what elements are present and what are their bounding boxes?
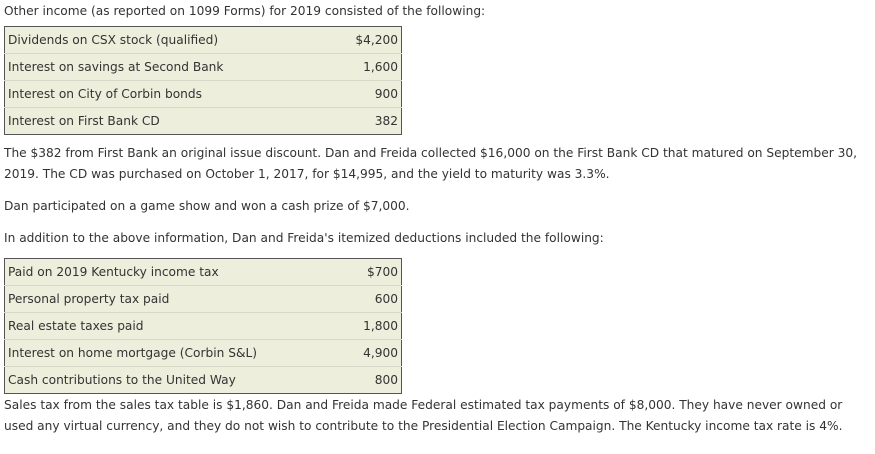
item-amount: 4,900 (315, 340, 402, 367)
closing-paragraph (4, 395, 871, 437)
game-show-text: Dan participated on a game show and won a cash prize of $7,000. (4, 199, 410, 213)
item-label: Interest on City of Corbin bonds (5, 81, 316, 108)
item-label: Paid on 2019 Kentucky income tax (8, 265, 219, 279)
table-row (5, 108, 402, 135)
table-row (5, 340, 402, 367)
table-row (5, 286, 402, 313)
item-label: Real estate taxes paid (5, 313, 316, 340)
item-amount: 600 (315, 286, 402, 313)
item-amount: 800 (315, 367, 402, 394)
item-label: Cash contributions to the United Way (5, 367, 316, 394)
item-amount: 900 (315, 81, 402, 108)
item-amount: 382 (315, 108, 402, 135)
item-amount: $4,200 (355, 33, 398, 47)
table-row (5, 54, 402, 81)
item-amount: $700 (366, 265, 398, 279)
other-income-table (4, 26, 402, 135)
deductions-intro-text: In addition to the above information, Dan and Freida's itemized deductions included the following: (4, 231, 604, 245)
table-row (5, 27, 402, 54)
closing-paragraph-line-1: Sales tax from the sales tax table is $1,860. Dan and Freida made Federal estimated tax payments of $8,000. They have never owned or (4, 398, 843, 412)
table-row (5, 259, 402, 286)
intro-text: Other income (as reported on 1099 Forms) for 2019 consisted of the following: (4, 4, 486, 18)
item-label: Interest on savings at Second Bank (5, 54, 316, 81)
item-label: Dividends on CSX stock (qualified) (8, 33, 219, 47)
table-row (5, 313, 402, 340)
oid-paragraph (4, 143, 871, 185)
item-label: Interest on First Bank CD (5, 108, 316, 135)
item-amount: 1,600 (315, 54, 402, 81)
item-label: Interest on home mortgage (Corbin S&L) (5, 340, 316, 367)
table-row (5, 367, 402, 394)
table-row (5, 81, 402, 108)
oid-paragraph-line-1: The $382 from First Bank an original issue discount. Dan and Freida collected $16,000 on the First Bank CD that matured on September 30, (4, 146, 858, 160)
item-amount: 1,800 (315, 313, 402, 340)
oid-paragraph-line-2: 2019. The CD was purchased on October 1, 2017, for $14,995, and the yield to maturity was 3.3%. (4, 167, 610, 181)
item-label: Personal property tax paid (5, 286, 316, 313)
closing-paragraph-line-2: used any virtual currency, and they do not wish to contribute to the Presidential Election Campaign. The Kentucky income tax rate is 4%. (4, 419, 843, 433)
itemized-deductions-table (4, 258, 402, 394)
